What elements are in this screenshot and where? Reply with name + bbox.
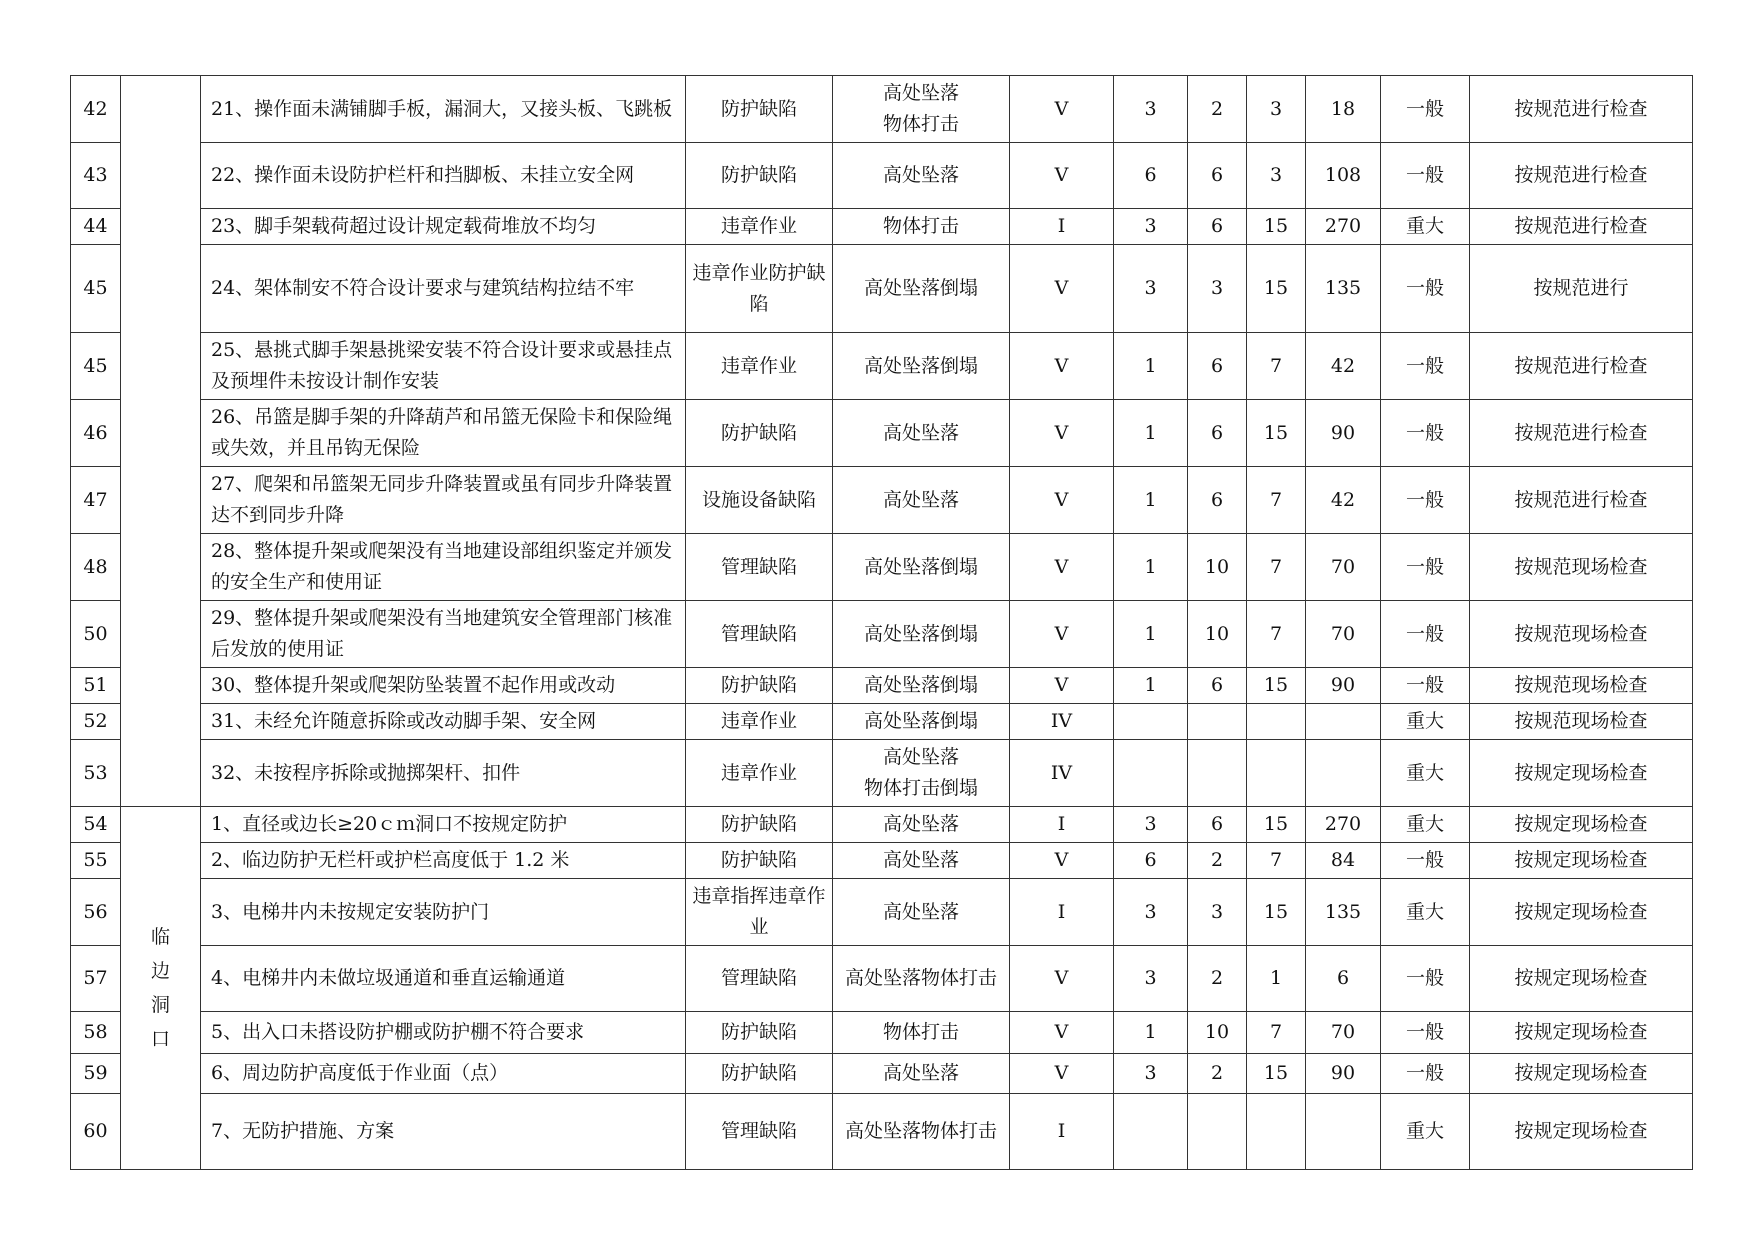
hazard-description: 24、架体制安不符合设计要求与建筑结构拉结不牢 <box>201 245 686 333</box>
value-e: 6 <box>1188 143 1247 209</box>
hazard-description: 30、整体提升架或爬架防坠装置不起作用或改动 <box>201 668 686 704</box>
control-measure: 按规定现场检查 <box>1470 1012 1693 1054</box>
possible-accident: 高处坠落物体打击 <box>833 1094 1010 1170</box>
value-d: 135 <box>1306 245 1381 333</box>
risk-level: V <box>1010 143 1114 209</box>
value-e <box>1188 1094 1247 1170</box>
row-number: 50 <box>71 601 121 668</box>
table-row <box>71 843 1693 879</box>
value-e: 2 <box>1188 1054 1247 1094</box>
risk-level: V <box>1010 245 1114 333</box>
control-measure: 按规定现场检查 <box>1470 740 1693 807</box>
risk-grade: 重大 <box>1381 807 1470 843</box>
possible-accident: 物体打击 <box>833 1012 1010 1054</box>
row-number: 42 <box>71 76 121 143</box>
value-d <box>1306 740 1381 807</box>
hazard-table <box>70 75 1693 1170</box>
value-l: 3 <box>1114 245 1188 333</box>
value-l <box>1114 1094 1188 1170</box>
value-d: 90 <box>1306 1054 1381 1094</box>
possible-accident: 高处坠落 <box>833 807 1010 843</box>
table-row <box>71 668 1693 704</box>
value-c <box>1247 740 1306 807</box>
value-l: 6 <box>1114 143 1188 209</box>
value-c: 15 <box>1247 400 1306 467</box>
hazard-description: 1、直径或边长≥20ｃｍ洞口不按规定防护 <box>201 807 686 843</box>
risk-grade: 一般 <box>1381 1054 1470 1094</box>
value-e: 3 <box>1188 879 1247 946</box>
hazard-cause: 设施设备缺陷 <box>686 467 833 534</box>
control-measure: 按规范进行检查 <box>1470 209 1693 245</box>
hazard-description: 32、未按程序拆除或抛掷架杆、扣件 <box>201 740 686 807</box>
risk-level: V <box>1010 76 1114 143</box>
risk-level: IV <box>1010 704 1114 740</box>
possible-accident: 高处坠落 <box>833 843 1010 879</box>
value-e <box>1188 704 1247 740</box>
value-l: 3 <box>1114 1054 1188 1094</box>
value-l: 6 <box>1114 843 1188 879</box>
value-d: 70 <box>1306 1012 1381 1054</box>
table-row <box>71 245 1693 333</box>
table-row <box>71 601 1693 668</box>
value-d: 270 <box>1306 209 1381 245</box>
hazard-cause: 违章作业 <box>686 704 833 740</box>
value-l <box>1114 704 1188 740</box>
value-e: 10 <box>1188 534 1247 601</box>
risk-grade: 一般 <box>1381 467 1470 534</box>
hazard-cause: 违章作业 <box>686 209 833 245</box>
risk-level: V <box>1010 400 1114 467</box>
hazard-cause: 防护缺陷 <box>686 400 833 467</box>
value-e: 2 <box>1188 946 1247 1012</box>
value-c: 7 <box>1247 1012 1306 1054</box>
hazard-cause: 防护缺陷 <box>686 668 833 704</box>
row-number: 44 <box>71 209 121 245</box>
possible-accident: 高处坠落 <box>833 879 1010 946</box>
value-c <box>1247 1094 1306 1170</box>
possible-accident: 高处坠落倒塌 <box>833 245 1010 333</box>
risk-level: V <box>1010 668 1114 704</box>
table-row <box>71 807 1693 843</box>
value-e: 6 <box>1188 467 1247 534</box>
value-l: 3 <box>1114 946 1188 1012</box>
value-d: 84 <box>1306 843 1381 879</box>
value-c: 7 <box>1247 534 1306 601</box>
row-number: 43 <box>71 143 121 209</box>
risk-grade: 重大 <box>1381 879 1470 946</box>
table-row <box>71 740 1693 807</box>
control-measure: 按规范进行检查 <box>1470 333 1693 400</box>
value-e: 3 <box>1188 245 1247 333</box>
hazard-description: 22、操作面未设防护栏杆和挡脚板、未挂立安全网 <box>201 143 686 209</box>
possible-accident: 高处坠落 <box>833 143 1010 209</box>
value-l: 3 <box>1114 76 1188 143</box>
value-e: 6 <box>1188 400 1247 467</box>
row-number: 47 <box>71 467 121 534</box>
value-l: 3 <box>1114 209 1188 245</box>
value-d <box>1306 1094 1381 1170</box>
value-c: 7 <box>1247 843 1306 879</box>
risk-grade: 重大 <box>1381 704 1470 740</box>
table-row <box>71 704 1693 740</box>
table-row <box>71 76 1693 143</box>
control-measure: 按规范现场检查 <box>1470 704 1693 740</box>
risk-level: V <box>1010 467 1114 534</box>
possible-accident: 高处坠落 <box>833 400 1010 467</box>
risk-grade: 重大 <box>1381 1094 1470 1170</box>
value-c: 1 <box>1247 946 1306 1012</box>
category-label: 临 边 洞 口 <box>150 926 170 1050</box>
hazard-table-body <box>71 76 1693 1170</box>
value-d: 70 <box>1306 601 1381 668</box>
row-number: 46 <box>71 400 121 467</box>
value-c: 7 <box>1247 467 1306 534</box>
hazard-description: 4、电梯井内未做垃圾通道和垂直运输通道 <box>201 946 686 1012</box>
hazard-cause: 违章指挥违章作业 <box>686 879 833 946</box>
risk-level: V <box>1010 1012 1114 1054</box>
value-d <box>1306 704 1381 740</box>
hazard-cause: 防护缺陷 <box>686 1012 833 1054</box>
control-measure: 按规定现场检查 <box>1470 1094 1693 1170</box>
row-number: 54 <box>71 807 121 843</box>
risk-grade: 重大 <box>1381 740 1470 807</box>
value-l: 1 <box>1114 534 1188 601</box>
value-l: 3 <box>1114 807 1188 843</box>
control-measure: 按规范现场检查 <box>1470 534 1693 601</box>
value-c: 3 <box>1247 143 1306 209</box>
value-c: 3 <box>1247 76 1306 143</box>
possible-accident: 高处坠落倒塌 <box>833 601 1010 668</box>
row-number: 45 <box>71 245 121 333</box>
row-number: 58 <box>71 1012 121 1054</box>
hazard-description: 31、未经允许随意拆除或改动脚手架、安全网 <box>201 704 686 740</box>
possible-accident: 高处坠落倒塌 <box>833 668 1010 704</box>
row-number: 53 <box>71 740 121 807</box>
risk-grade: 一般 <box>1381 333 1470 400</box>
table-row <box>71 1012 1693 1054</box>
risk-level: IV <box>1010 740 1114 807</box>
value-c: 7 <box>1247 601 1306 668</box>
possible-accident: 高处坠落物体打击 <box>833 946 1010 1012</box>
table-row <box>71 333 1693 400</box>
hazard-description: 26、吊篮是脚手架的升降葫芦和吊篮无保险卡和保险绳或失效，并且吊钩无保险 <box>201 400 686 467</box>
value-e: 6 <box>1188 333 1247 400</box>
category-cell <box>121 807 201 1170</box>
table-row <box>71 400 1693 467</box>
control-measure: 按规范现场检查 <box>1470 668 1693 704</box>
risk-level: V <box>1010 946 1114 1012</box>
value-d: 270 <box>1306 807 1381 843</box>
value-d: 90 <box>1306 668 1381 704</box>
possible-accident: 高处坠落倒塌 <box>833 704 1010 740</box>
risk-grade: 一般 <box>1381 1012 1470 1054</box>
value-l: 1 <box>1114 333 1188 400</box>
hazard-cause: 违章作业防护缺陷 <box>686 245 833 333</box>
row-number: 55 <box>71 843 121 879</box>
possible-accident: 高处坠落 <box>833 1054 1010 1094</box>
row-number: 60 <box>71 1094 121 1170</box>
risk-level: I <box>1010 879 1114 946</box>
hazard-description: 27、爬架和吊篮架无同步升降装置或虽有同步升降装置达不到同步升降 <box>201 467 686 534</box>
risk-grade: 一般 <box>1381 245 1470 333</box>
value-l <box>1114 740 1188 807</box>
table-row <box>71 534 1693 601</box>
value-c: 15 <box>1247 668 1306 704</box>
hazard-description: 7、无防护措施、方案 <box>201 1094 686 1170</box>
value-e: 10 <box>1188 601 1247 668</box>
hazard-cause: 管理缺陷 <box>686 1094 833 1170</box>
value-d: 6 <box>1306 946 1381 1012</box>
hazard-description: 5、出入口未搭设防护棚或防护棚不符合要求 <box>201 1012 686 1054</box>
value-d: 135 <box>1306 879 1381 946</box>
hazard-cause: 管理缺陷 <box>686 534 833 601</box>
table-row <box>71 1094 1693 1170</box>
hazard-cause: 防护缺陷 <box>686 143 833 209</box>
hazard-description: 25、悬挑式脚手架悬挑梁安装不符合设计要求或悬挂点及预埋件未按设计制作安装 <box>201 333 686 400</box>
risk-grade: 一般 <box>1381 534 1470 601</box>
value-e: 6 <box>1188 807 1247 843</box>
table-row <box>71 143 1693 209</box>
value-c: 15 <box>1247 209 1306 245</box>
risk-level: I <box>1010 1094 1114 1170</box>
risk-level: I <box>1010 807 1114 843</box>
risk-level: V <box>1010 534 1114 601</box>
control-measure: 按规定现场检查 <box>1470 807 1693 843</box>
control-measure: 按规定现场检查 <box>1470 843 1693 879</box>
value-d: 42 <box>1306 333 1381 400</box>
control-measure: 按规范进行检查 <box>1470 76 1693 143</box>
value-d: 90 <box>1306 400 1381 467</box>
control-measure: 按规范进行 <box>1470 245 1693 333</box>
risk-grade: 重大 <box>1381 209 1470 245</box>
row-number: 52 <box>71 704 121 740</box>
row-number: 51 <box>71 668 121 704</box>
risk-grade: 一般 <box>1381 76 1470 143</box>
value-c: 7 <box>1247 333 1306 400</box>
possible-accident: 高处坠落 <box>833 467 1010 534</box>
risk-grade: 一般 <box>1381 843 1470 879</box>
possible-accident: 高处坠落 物体打击倒塌 <box>833 740 1010 807</box>
hazard-description: 21、操作面未满铺脚手板，漏洞大，又接头板、飞跳板 <box>201 76 686 143</box>
possible-accident: 高处坠落倒塌 <box>833 534 1010 601</box>
control-measure: 按规范进行检查 <box>1470 143 1693 209</box>
possible-accident: 高处坠落 物体打击 <box>833 76 1010 143</box>
value-c: 15 <box>1247 245 1306 333</box>
value-e <box>1188 740 1247 807</box>
value-c: 15 <box>1247 1054 1306 1094</box>
control-measure: 按规定现场检查 <box>1470 1054 1693 1094</box>
table-row <box>71 1054 1693 1094</box>
value-l: 1 <box>1114 601 1188 668</box>
control-measure: 按规范进行检查 <box>1470 467 1693 534</box>
value-l: 1 <box>1114 668 1188 704</box>
hazard-description: 2、临边防护无栏杆或护栏高度低于 1.2 米 <box>201 843 686 879</box>
value-c: 15 <box>1247 807 1306 843</box>
table-row <box>71 209 1693 245</box>
value-e: 6 <box>1188 209 1247 245</box>
value-e: 10 <box>1188 1012 1247 1054</box>
hazard-cause: 防护缺陷 <box>686 76 833 143</box>
row-number: 59 <box>71 1054 121 1094</box>
hazard-cause: 管理缺陷 <box>686 946 833 1012</box>
row-number: 56 <box>71 879 121 946</box>
value-c: 15 <box>1247 879 1306 946</box>
risk-level: V <box>1010 333 1114 400</box>
hazard-description: 3、电梯井内未按规定安装防护门 <box>201 879 686 946</box>
hazard-description: 6、周边防护高度低于作业面（点） <box>201 1054 686 1094</box>
value-e: 2 <box>1188 76 1247 143</box>
hazard-cause: 管理缺陷 <box>686 601 833 668</box>
risk-grade: 一般 <box>1381 946 1470 1012</box>
value-l: 1 <box>1114 1012 1188 1054</box>
value-l: 1 <box>1114 400 1188 467</box>
control-measure: 按规范进行检查 <box>1470 400 1693 467</box>
risk-grade: 一般 <box>1381 143 1470 209</box>
control-measure: 按规定现场检查 <box>1470 946 1693 1012</box>
risk-grade: 一般 <box>1381 400 1470 467</box>
risk-level: I <box>1010 209 1114 245</box>
value-c <box>1247 704 1306 740</box>
row-number: 45 <box>71 333 121 400</box>
value-d: 108 <box>1306 143 1381 209</box>
hazard-cause: 防护缺陷 <box>686 1054 833 1094</box>
table-row <box>71 879 1693 946</box>
hazard-cause: 防护缺陷 <box>686 807 833 843</box>
value-d: 18 <box>1306 76 1381 143</box>
risk-level: V <box>1010 843 1114 879</box>
value-d: 70 <box>1306 534 1381 601</box>
table-row <box>71 946 1693 1012</box>
value-l: 3 <box>1114 879 1188 946</box>
risk-grade: 一般 <box>1381 601 1470 668</box>
category-cell <box>121 76 201 807</box>
table-row <box>71 467 1693 534</box>
row-number: 48 <box>71 534 121 601</box>
risk-level: V <box>1010 1054 1114 1094</box>
value-e: 2 <box>1188 843 1247 879</box>
hazard-description: 29、整体提升架或爬架没有当地建筑安全管理部门核准后发放的使用证 <box>201 601 686 668</box>
risk-grade: 一般 <box>1381 668 1470 704</box>
risk-level: V <box>1010 601 1114 668</box>
control-measure: 按规范现场检查 <box>1470 601 1693 668</box>
hazard-cause: 违章作业 <box>686 740 833 807</box>
hazard-cause: 防护缺陷 <box>686 843 833 879</box>
possible-accident: 物体打击 <box>833 209 1010 245</box>
hazard-description: 28、整体提升架或爬架没有当地建设部组织鉴定并颁发的安全生产和使用证 <box>201 534 686 601</box>
row-number: 57 <box>71 946 121 1012</box>
value-e: 6 <box>1188 668 1247 704</box>
value-l: 1 <box>1114 467 1188 534</box>
hazard-description: 23、脚手架载荷超过设计规定载荷堆放不均匀 <box>201 209 686 245</box>
value-d: 42 <box>1306 467 1381 534</box>
possible-accident: 高处坠落倒塌 <box>833 333 1010 400</box>
control-measure: 按规定现场检查 <box>1470 879 1693 946</box>
hazard-cause: 违章作业 <box>686 333 833 400</box>
